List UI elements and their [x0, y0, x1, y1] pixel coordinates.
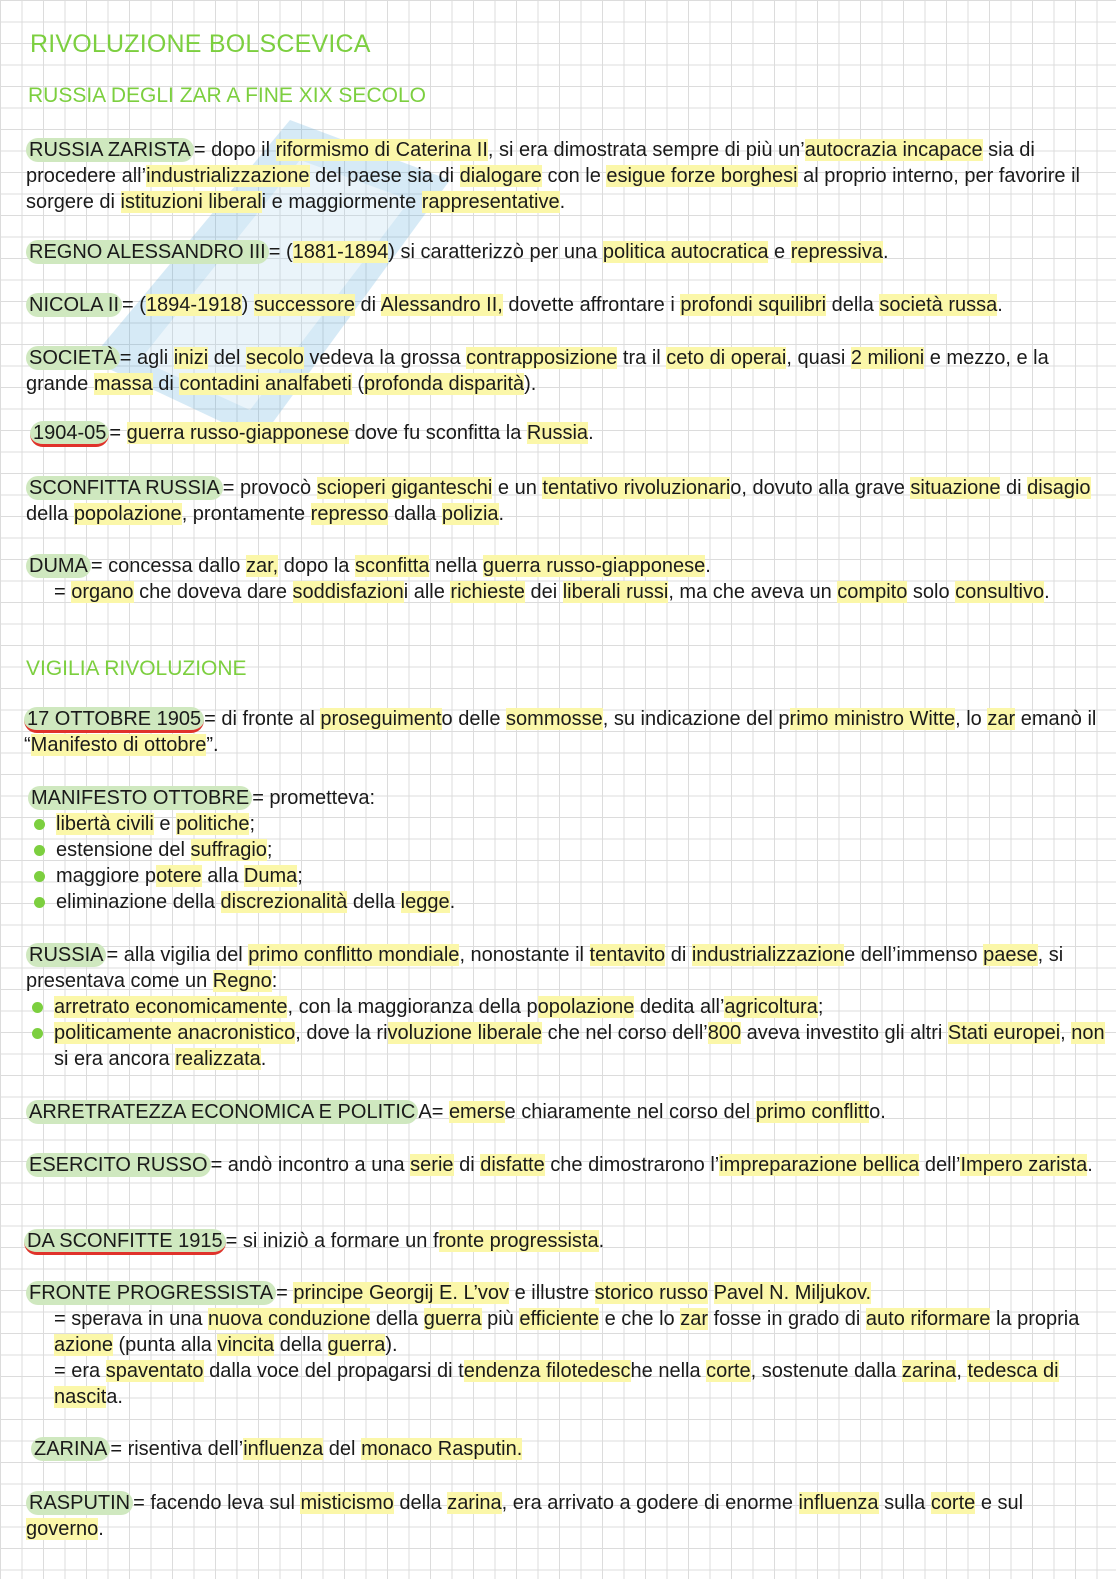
term-label: FRONTE PROGRESSISTA	[26, 1281, 276, 1305]
term-label: NICOLA II	[26, 293, 122, 317]
paragraph-russia-zarista: RUSSIA ZARISTA = dopo il riformismo di Caterina II, si era dimostrata sempre di più un’autocrazia incapace sia di procedere all’industrializzazione del paese sia di dialogare con le esigue forze borghesi al proprio interno, per favorire il sorgere di istituzioni liberali e maggiormente rappresentative.	[26, 139, 1080, 213]
paragraph-societa: SOCIETÀ = agli inizi del secolo vedeva la grossa contrapposizione tra il ceto di operai, quasi 2 milioni e mezzo, e la grande massa di contadini analfabeti (profonda disparità).	[26, 347, 1049, 395]
list-item: maggiore potere alla Duma;	[28, 863, 1106, 889]
paragraph-rasputin: RASPUTIN = facendo leva sul misticismo della zarina, era arrivato a godere di enorme influenza sulla corte e sul governo.	[26, 1492, 1024, 1540]
paragraph-duma: DUMA = concessa dallo zar, dopo la sconfitta nella guerra russo-giapponese. = organo che doveva dare soddisfazioni alle richieste dei liberali russi, ma che aveva un compito solo consultivo.	[26, 553, 1106, 605]
list-item: politicamente anacronistico, dove la rivoluzione liberale che nel corso dell’800 aveva investito gli altri Stati europei, non si era ancora realizzata.	[26, 1020, 1106, 1072]
term-label: RASPUTIN	[26, 1491, 133, 1515]
term-label: DA SCONFITTE 1915	[24, 1229, 226, 1255]
paragraph-17-ottobre: 17 OTTOBRE 1905 = di fronte al proseguimento delle sommosse, su indicazione del primo ministro Witte, lo zar emanò il “Manifesto di ottobre”.	[24, 708, 1097, 756]
term-label: RUSSIA	[26, 943, 106, 967]
paragraph-fronte-progressista: FRONTE PROGRESSISTA = principe Georgij E. L’vov e illustre storico russo Pavel N. Miljukov. = sperava in una nuova conduzione della guerra più efficiente e che lo zar fosse in grado di auto riformare la propria azione (punta alla vincita della guerra). = era spaventato dalla voce del propagarsi di tendenza filotedesche nella corte, sostenute dalla zarina, tedesca di nascita.	[26, 1280, 1106, 1410]
paragraph-esercito-russo: ESERCITO RUSSO = andò incontro a una serie di disfatte che dimostrarono l’impreparazione bellica dell’Impero zarista.	[26, 1152, 1106, 1178]
paragraph-manifesto: MANIFESTO OTTOBRE = prometteva: libertà civili e politiche; estensione del suffragio; maggiore potere alla Duma; eliminazione della discrezionalità della legge.	[28, 785, 1106, 915]
list-item: eliminazione della discrezionalità della legge.	[28, 889, 1106, 915]
paragraph-regno-alessandro: REGNO ALESSANDRO III = (1881-1894) si caratterizzò per una politica autocratica e repressiva.	[26, 239, 1106, 265]
section-heading-vigilia: VIGILIA RIVOLUZIONE	[26, 657, 247, 680]
paragraph-nicola-ii: NICOLA II = (1894-1918) successore di Alessandro II, dovette affrontare i profondi squilibri della società russa.	[26, 292, 1116, 318]
bullet-list	[26, 994, 1106, 1072]
paragraph-zarina: ZARINA = risentiva dell’influenza del monaco Rasputin.	[31, 1436, 1106, 1462]
list-item: arretrato economicamente, con la maggioranza della popolazione dedita all’agricoltura;	[26, 994, 1106, 1020]
term-label: DUMA	[26, 554, 91, 578]
list-item: libertà civili e politiche;	[28, 811, 1106, 837]
term-label: ZARINA	[31, 1437, 110, 1461]
term-label: RUSSIA ZARISTA	[26, 138, 194, 162]
paragraph-da-sconfitte-1915: DA SCONFITTE 1915 = si iniziò a formare un fronte progressista.	[24, 1228, 1106, 1254]
paragraph-1904-05: 1904-05 = guerra russo-giapponese dove fu sconfitta la Russia.	[30, 420, 1106, 446]
list-item: estensione del suffragio;	[28, 837, 1106, 863]
term-label: ESERCITO RUSSO	[26, 1153, 211, 1177]
paragraph-sconfitta-russia: SCONFITTA RUSSIA = provocò scioperi giganteschi e un tentativo rivoluzionario, dovuto alla grave situazione di disagio della popolazione, prontamente represso dalla polizia.	[26, 477, 1091, 525]
term-label: SCONFITTA RUSSIA	[26, 476, 223, 500]
term-label: MANIFESTO OTTOBRE	[28, 786, 252, 810]
bullet-list	[28, 811, 1106, 915]
term-label: REGNO ALESSANDRO III	[26, 240, 269, 264]
section-heading-russia-zar: RUSSIA DEGLI ZAR A FINE XIX SECOLO	[28, 84, 426, 107]
term-label: ARRETRATEZZA ECONOMICA E POLITIC	[26, 1100, 418, 1124]
page-title: RIVOLUZIONE BOLSCEVICA	[30, 30, 371, 58]
paragraph-arretratezza: ARRETRATEZZA ECONOMICA E POLITIC A= emerse chiaramente nel corso del primo conflitto.	[26, 1099, 1106, 1125]
term-label: SOCIETÀ	[26, 346, 120, 370]
term-label: 1904-05	[30, 421, 109, 447]
term-label: 17 OTTOBRE 1905	[24, 707, 204, 733]
paragraph-russia-vigilia: RUSSIA = alla vigilia del primo conflitto mondiale, nonostante il tentavito di industrializzazione dell’immenso paese, si presentava come un Regno: arretrato economicamente, con la maggioranza della popolazione dedita all’agricoltura; politicamente anacronistico, dove la rivoluzione liberale che nel corso dell’800 aveva investito gli altri Stati europei, non si era ancora realizzata.	[26, 944, 1105, 1070]
